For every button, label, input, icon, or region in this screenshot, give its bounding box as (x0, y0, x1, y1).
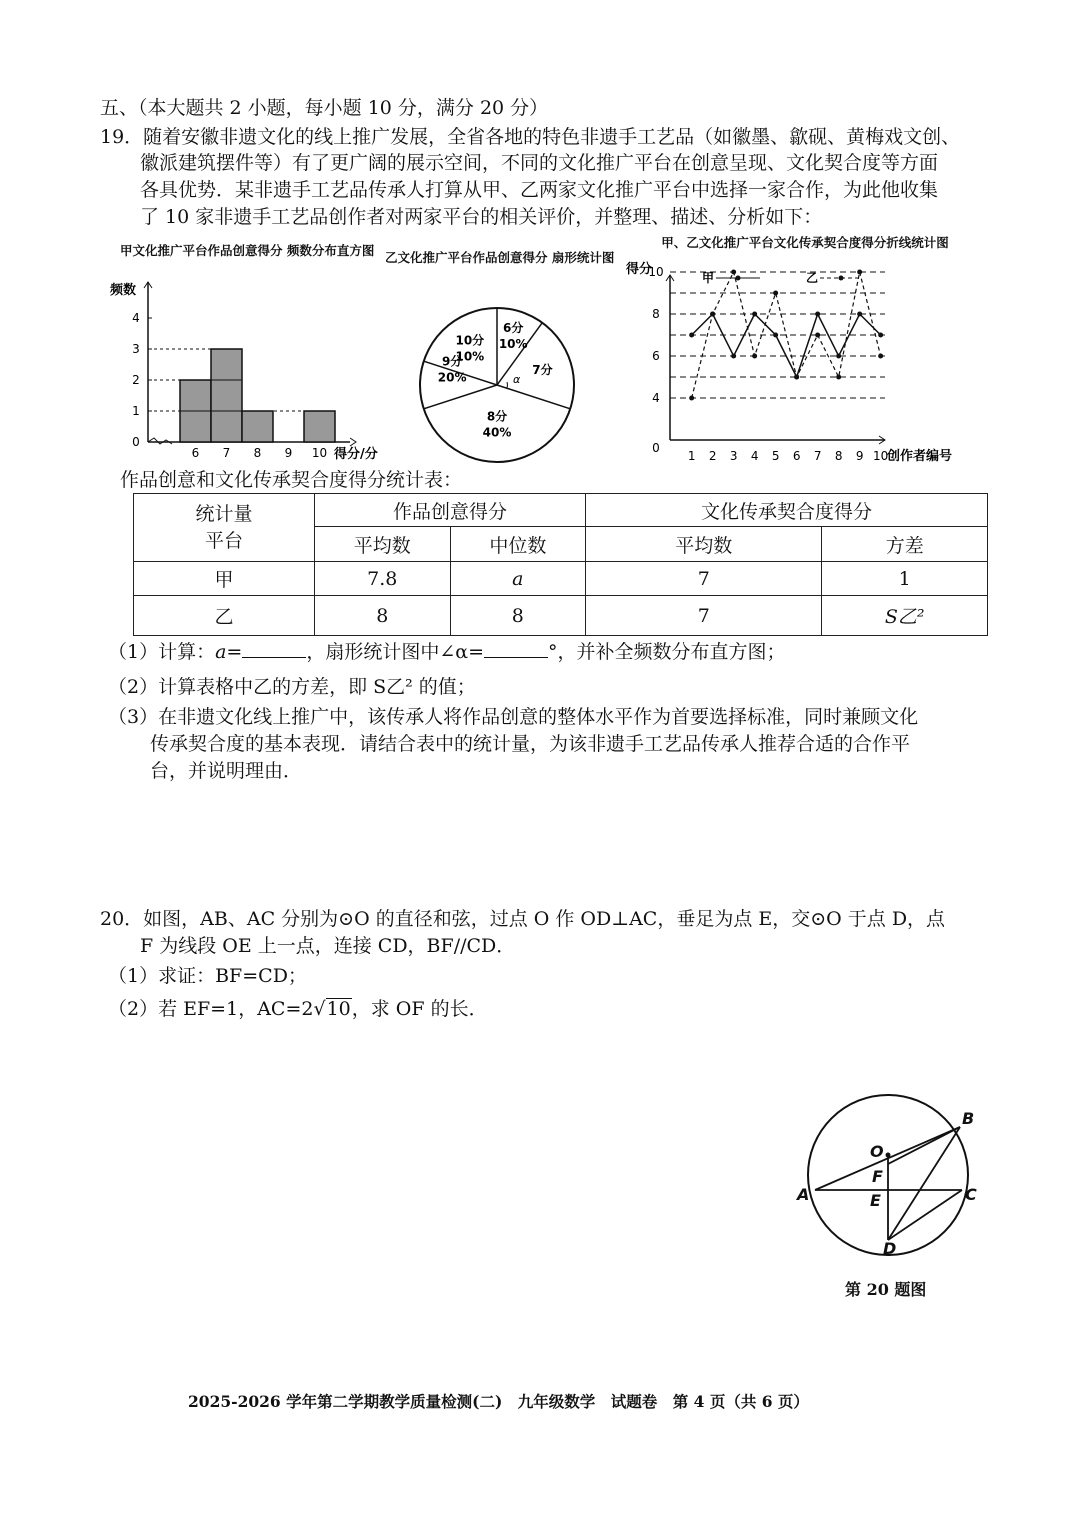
y-tick-label: 4 (652, 391, 660, 405)
legend-jia-dot (736, 276, 741, 281)
segment-cd (888, 1190, 962, 1240)
p1-end-text: °，并补全频数分布直方图； (548, 641, 786, 663)
x-tick-label: 7 (222, 446, 231, 460)
row-jia-variance: 1 (822, 562, 988, 596)
data-point (752, 354, 757, 359)
row-jia-mean2: 7 (586, 562, 822, 596)
label-f: F (872, 1167, 883, 1186)
q20-part-2: （2）若 EF=1，AC=2√10，求 OF 的长． (108, 998, 488, 1020)
x-tick-label: 4 (750, 449, 759, 463)
header-sub-mean2: 平均数 (586, 527, 822, 562)
x-tick-label: 10 (873, 449, 889, 463)
label-a: A (797, 1185, 810, 1204)
q19-line-1: 19．随着安徽非遗文化的线上推广发展，全省各地的特色非遗手工艺品（如徽墨、歙砚、黄梅戏文创、 (100, 126, 961, 148)
label-c: C (965, 1185, 977, 1204)
row-jia-median: a (450, 562, 586, 596)
data-point (731, 354, 736, 359)
y-tick-label: 4 (132, 311, 140, 325)
label-e: E (870, 1191, 881, 1210)
label-b: B (962, 1109, 975, 1128)
p1-angle-text: ，扇形统计图中∠α= (306, 641, 485, 663)
q19-line-4: 了 10 家非遗手工艺品创作者对两家平台的相关评价，并整理、描述、分析如下： (140, 206, 823, 228)
q19-line-2: 徽派建筑摆件等）有了更广阔的展示空间，不同的文化推广平台在创意呈现、文化契合度等方面 (140, 152, 939, 174)
histogram-bar (242, 411, 273, 442)
pie-alpha-label: α (513, 373, 521, 386)
label-o: O (870, 1142, 884, 1161)
pie-slice-label: 9分 (441, 354, 463, 369)
row-yi-mean: 8 (315, 596, 451, 636)
pie-slice-pct: 20% (437, 370, 467, 385)
x-axis-label: 得分/分 (334, 447, 378, 462)
data-point (878, 333, 883, 338)
q19-part-3-line-1: （3）在非遗文化线上推广中，该传承人将作品创意的整体水平作为首要选择标准，同时兼顾文化 (108, 706, 919, 728)
q20-line-2: F 为线段 OE 上一点，连接 CD，BF//CD． (140, 935, 516, 957)
data-point (857, 270, 862, 275)
legend-jia-label: 甲 (702, 271, 715, 285)
p2-text-b: ，求 OF 的长． (351, 998, 488, 1020)
segment-bd (888, 1127, 960, 1240)
x-tick-label: 9 (855, 449, 864, 463)
x-tick-label: 2 (708, 449, 717, 463)
legend-yi-label: 乙 (806, 271, 819, 285)
data-point (857, 312, 862, 317)
x-tick-label: 10 (311, 446, 328, 460)
histogram-bar (211, 349, 242, 442)
x-tick-label: 8 (834, 449, 843, 463)
data-point (878, 354, 883, 359)
row-jia-name: 甲 (134, 562, 315, 596)
x-tick-label: 7 (813, 449, 822, 463)
y-tick-label: 10 (648, 265, 664, 279)
stats-table (133, 493, 988, 636)
pie-slice-label: 10分 (455, 333, 485, 348)
q19-part-3-line-2: 传承契合度的基本表现．请结合表中的统计量，为该非遗手工艺品传承人推荐合适的合作平 (150, 733, 911, 755)
axis-break (148, 438, 172, 444)
row-jia-mean: 7.8 (315, 562, 451, 596)
data-point (710, 312, 715, 317)
label-d: D (883, 1239, 897, 1258)
x-axis-label: 创作者编号 (887, 449, 953, 464)
p2-sqrt-value: 10 (326, 998, 351, 1020)
pie-slice-pct: 10% (455, 349, 485, 364)
y-tick-label: 3 (132, 342, 140, 356)
histogram-bar (304, 411, 335, 442)
data-point (815, 333, 820, 338)
answer-blank-a[interactable] (242, 639, 306, 658)
p1-var: a= (215, 641, 243, 663)
line-chart (620, 255, 1000, 470)
x-tick-label: 5 (771, 449, 780, 463)
header-sub-variance: 方差 (822, 527, 988, 562)
row-yi-mean2: 7 (586, 596, 822, 636)
point-o-dot (886, 1153, 891, 1158)
page-footer: 2025-2026 学年第二学期教学质量检测(二) 九年级数学 试题卷 第 4 页（共 6 页） (188, 1392, 809, 1411)
line-chart-title: 甲、乙文化推广平台文化传承契合度得分折线统计图 (661, 235, 949, 250)
figure-caption: 第 20 题图 (845, 1280, 927, 1299)
data-point (794, 375, 799, 380)
section-header: 五、（本大题共 2 小题，每小题 10 分，满分 20 分） (100, 97, 549, 119)
table-row (134, 562, 988, 596)
y-axis-label: 得分 (626, 262, 653, 277)
y-axis-label: 频数 (110, 283, 137, 298)
row-yi-variance: S乙² (822, 596, 988, 636)
x-tick-label: 9 (284, 446, 293, 460)
header-sub-mean1: 平均数 (315, 527, 451, 562)
series-line-jia (692, 314, 881, 377)
data-point (689, 396, 694, 401)
pie-slice-label: 7分 (532, 363, 553, 378)
data-point (836, 354, 841, 359)
q20-part-1: （1）求证：BF=CD； (108, 965, 307, 987)
data-point (773, 333, 778, 338)
y-tick-label: 2 (132, 373, 140, 387)
q19-part-1 (108, 639, 786, 666)
histogram-chart (100, 270, 400, 470)
y-tick-label: 6 (652, 349, 660, 363)
pie-slice-label: 8分 (486, 409, 508, 424)
pie-slice-label: 6分 (503, 321, 524, 336)
answer-blank-angle[interactable] (484, 639, 548, 658)
pie-chart (410, 300, 585, 470)
data-point (752, 312, 757, 317)
data-point (773, 291, 778, 296)
q19-part-2: （2）计算表格中乙的方差，即 S乙² 的值； (108, 676, 476, 698)
p1-label: （1）计算： (108, 641, 216, 663)
q19-line-3: 各具优势．某非遗手工艺品传承人打算从甲、乙两家文化推广平台中选择一家合作，为此他收集 (140, 179, 939, 201)
table-caption: 作品创意和文化传承契合度得分统计表： (120, 469, 463, 491)
y-tick-label: 0 (132, 435, 140, 449)
y-tick-label: 8 (652, 307, 660, 321)
data-point (815, 312, 820, 317)
x-tick-label: 6 (191, 446, 200, 460)
x-arrow (350, 438, 356, 446)
p2-text-a: （2）若 EF=1，AC=2 (108, 998, 314, 1020)
legend-yi-dot (839, 276, 844, 281)
y-tick-label: 1 (132, 404, 140, 418)
corner-bottom: 平台 (204, 529, 243, 552)
y-tick-label: 0 (652, 441, 660, 455)
data-point (836, 375, 841, 380)
x-tick-label: 6 (792, 449, 801, 463)
table-corner (134, 494, 315, 562)
table-row (134, 596, 988, 636)
header-sub-median: 中位数 (450, 527, 586, 562)
q19-part-3-line-3: 台，并说明理由． (150, 760, 303, 782)
header-group-culture: 文化传承契合度得分 (586, 494, 988, 527)
geometry-figure (790, 1090, 1010, 1270)
histogram-title: 甲文化推广平台作品创意得分 频数分布直方图 (120, 243, 375, 258)
header-group-creative: 作品创意得分 (315, 494, 586, 527)
row-yi-median: 8 (450, 596, 586, 636)
x-tick-label: 1 (687, 449, 696, 463)
data-point (731, 270, 736, 275)
q20-line-1: 20．如图，AB、AC 分别为⊙O 的直径和弦，过点 O 作 OD⊥AC，垂足为点 E，交⊙O 于点 D，点 (100, 908, 946, 930)
pie-slice-pct: 40% (482, 425, 512, 440)
x-tick-label: 3 (729, 449, 738, 463)
pie-slice-pct: 10% (498, 337, 528, 352)
x-tick-label: 8 (253, 446, 262, 460)
pie-title: 乙文化推广平台作品创意得分 扇形统计图 (385, 250, 615, 265)
corner-top: 统计量 (195, 502, 253, 525)
row-yi-name: 乙 (134, 596, 315, 636)
data-point (689, 333, 694, 338)
